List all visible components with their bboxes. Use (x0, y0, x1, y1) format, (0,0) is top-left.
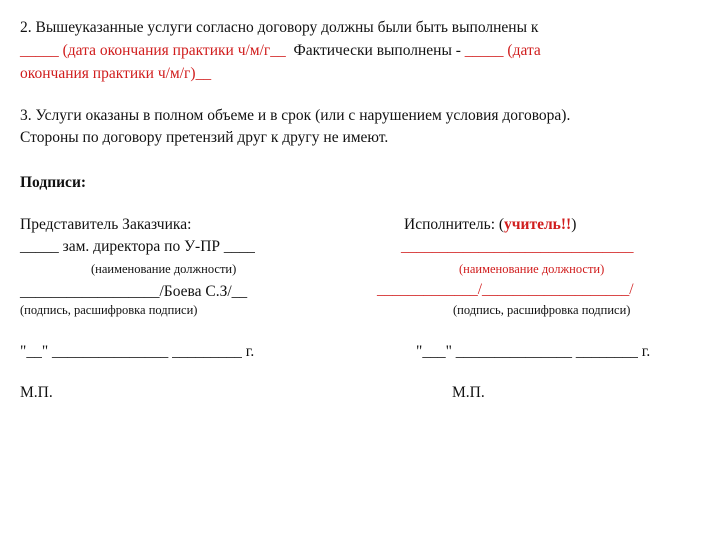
executor-stamp: М.П. (452, 384, 485, 401)
clause-2-line-3: окончания практики ч/м/г)__ (20, 65, 212, 82)
customer-title: Представитель Заказчика: (20, 216, 192, 233)
customer-signature-field: __________________/Боева С.З/__ (20, 283, 248, 300)
executor-title (404, 216, 576, 234)
executor-title-suffix: ) (571, 216, 577, 233)
customer-stamp: М.П. (20, 384, 53, 401)
executor-position-caption: (наименование должности) (459, 262, 605, 276)
executor-signature-caption: (подпись, расшифровка подписи) (453, 303, 631, 317)
executor-date-field: "___" _______________ ________ г. (416, 343, 651, 360)
clause-3-line-2: Стороны по договору претензий друг к другу не имеют. (20, 129, 389, 146)
executor-role-highlight: учитель!! (504, 216, 572, 233)
signatures-heading: Подписи: (20, 174, 87, 191)
completion-date-placeholder: _____ (дата окончания практики ч/м/г__ (20, 42, 286, 59)
executor-position-field: ______________________________ (401, 238, 634, 255)
customer-date-field: "__" _______________ _________ г. (20, 343, 255, 360)
clause-2-line-2 (20, 42, 541, 60)
clause-3-line-1: 3. Услуги оказаны в полном объеме и в срок (или с нарушением условия договора). (20, 107, 571, 124)
customer-position-field: _____ зам. директора по У-ПР ____ (20, 238, 255, 255)
executor-title-prefix: Исполнитель: ( (404, 216, 505, 233)
actual-date-placeholder: _____ (дата (464, 42, 541, 59)
customer-position-caption: (наименование должности) (91, 262, 237, 276)
executor-signature-field: _____________/___________________/ (377, 281, 634, 298)
customer-signature-caption: (подпись, расшифровка подписи) (20, 303, 198, 317)
clause-2-line-1: 2. Вышеуказанные услуги согласно договору должны были быть выполнены к (20, 19, 539, 36)
actual-completion-label: Фактически выполнены - (285, 42, 465, 59)
